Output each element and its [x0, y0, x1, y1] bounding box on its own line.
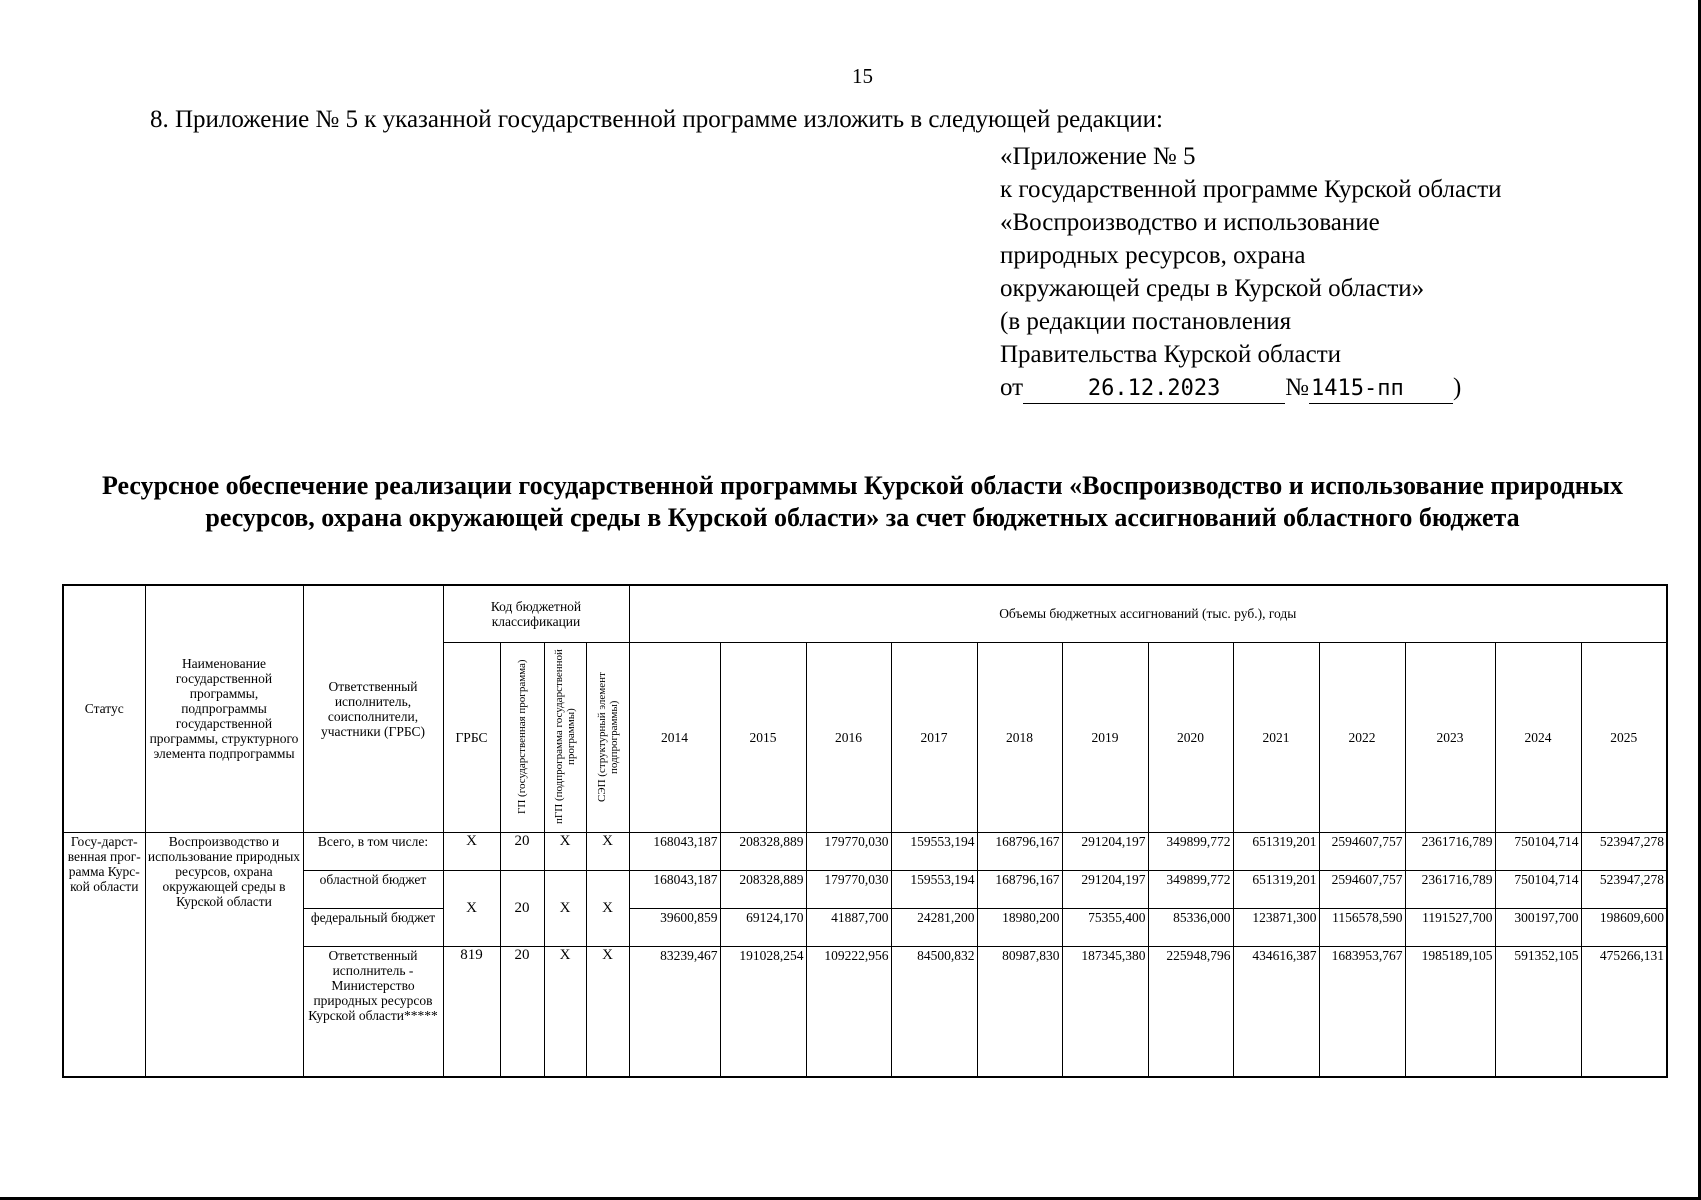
sep-cell: Х — [586, 947, 629, 1077]
value-cell: 208328,889 — [720, 832, 806, 870]
sep-cell: Х — [586, 871, 629, 947]
appendix-line: природных ресурсов, охрана — [1000, 242, 1306, 269]
value-cell: 300197,700 — [1495, 909, 1581, 947]
value-cell: 591352,105 — [1495, 947, 1581, 1077]
value-cell: 168043,187 — [629, 871, 720, 909]
header-volumes-group: Объемы бюджетных ассигнований (тыс. руб.), годы — [629, 585, 1667, 642]
gp-cell: 20 — [500, 832, 544, 870]
value-cell: 123871,300 — [1233, 909, 1319, 947]
value-cell: 208328,889 — [720, 871, 806, 909]
sep-cell: Х — [586, 832, 629, 870]
decree-number: 1415-пп — [1309, 375, 1453, 404]
table-row — [63, 871, 1667, 909]
header-sep-text: СЭП (структурный элемент подпрограммы) — [595, 672, 620, 803]
grbs-cell: Х — [443, 832, 500, 870]
value-cell: 2361716,789 — [1405, 832, 1495, 870]
header-year: 2015 — [720, 642, 806, 832]
value-cell: 1985189,105 — [1405, 947, 1495, 1077]
header-code-group: Код бюджетной классификации — [443, 585, 629, 642]
grbs-cell: Х — [443, 871, 500, 947]
header-gp — [500, 642, 544, 832]
status-cell: Госу-дарст-венная прог-рамма Курс-кой области — [63, 832, 145, 1077]
document-title: Ресурсное обеспечение реализации государственной программы Курской области «Воспроизводство и использование природных ресурсов, охрана окружающей среды в Курской области» за счет бюджетных ассигнований областного бюджета — [102, 471, 1623, 532]
header-year: 2018 — [977, 642, 1062, 832]
row-label: Ответственный исполнитель - Министерство природных ресурсов Курской области***** — [303, 947, 443, 1077]
header-year: 2023 — [1405, 642, 1495, 832]
table-row — [63, 909, 1667, 947]
value-cell: 179770,030 — [806, 832, 891, 870]
value-cell: 168796,167 — [977, 832, 1062, 870]
appendix-line: «Приложение № 5 — [1000, 143, 1196, 170]
value-cell: 83239,467 — [629, 947, 720, 1077]
value-cell: 523947,278 — [1581, 832, 1667, 870]
value-cell: 651319,201 — [1233, 832, 1319, 870]
from-label: от — [1000, 374, 1024, 401]
value-cell: 159553,194 — [891, 832, 977, 870]
header-grbs: ГРБС — [443, 642, 500, 832]
pgp-cell: Х — [544, 832, 586, 870]
value-cell: 1191527,700 — [1405, 909, 1495, 947]
header-status: Статус — [63, 585, 145, 832]
header-year: 2014 — [629, 642, 720, 832]
appendix-line: к государственной программе Курской области — [1000, 176, 1502, 203]
number-label: № — [1285, 374, 1309, 401]
pgp-cell: Х — [544, 871, 586, 947]
value-cell: 84500,832 — [891, 947, 977, 1077]
appendix-line: окружающей среды в Курской области» — [1000, 275, 1425, 302]
table-row — [63, 832, 1667, 870]
pgp-cell: Х — [544, 947, 586, 1077]
decree-date: 26.12.2023 — [1023, 375, 1285, 404]
header-year: 2020 — [1148, 642, 1233, 832]
value-cell: 85336,000 — [1148, 909, 1233, 947]
value-cell: 168796,167 — [977, 871, 1062, 909]
budget-table — [62, 584, 1668, 1078]
value-cell: 18980,200 — [977, 909, 1062, 947]
header-year: 2016 — [806, 642, 891, 832]
value-cell: 39600,859 — [629, 909, 720, 947]
value-cell: 434616,387 — [1233, 947, 1319, 1077]
closing-paren: ) — [1452, 374, 1462, 401]
gp-cell: 20 — [500, 871, 544, 947]
value-cell: 475266,131 — [1581, 947, 1667, 1077]
header-year: 2022 — [1319, 642, 1405, 832]
value-cell: 179770,030 — [806, 871, 891, 909]
value-cell: 349899,772 — [1148, 871, 1233, 909]
header-year: 2019 — [1062, 642, 1148, 832]
value-cell: 2361716,789 — [1405, 871, 1495, 909]
value-cell: 191028,254 — [720, 947, 806, 1077]
value-cell: 651319,201 — [1233, 871, 1319, 909]
appendix-line: «Воспроизводство и использование — [1000, 209, 1380, 236]
value-cell: 1683953,767 — [1319, 947, 1405, 1077]
header-pgp-text: пГП (подпрограмма государственной программы) — [553, 649, 577, 825]
instruction-text: 8. Приложение № 5 к указанной государственной программе изложить в следующей редакции: — [150, 106, 1163, 133]
header-pgp — [544, 642, 586, 832]
value-cell: 187345,380 — [1062, 947, 1148, 1077]
program-name-cell: Воспроизводство и использование природных ресурсов, охрана окружающей среды в Курской области — [145, 832, 303, 1077]
value-cell: 80987,830 — [977, 947, 1062, 1077]
header-executor: Ответственный исполнитель, соисполнители, участники (ГРБС) — [303, 585, 443, 832]
appendix-line: Правительства Курской области — [1000, 341, 1342, 368]
value-cell: 750104,714 — [1495, 832, 1581, 870]
value-cell: 75355,400 — [1062, 909, 1148, 947]
grbs-cell: 819 — [443, 947, 500, 1077]
value-cell: 291204,197 — [1062, 871, 1148, 909]
appendix-line: (в редакции постановления — [1000, 308, 1292, 335]
value-cell: 159553,194 — [891, 871, 977, 909]
header-name: Наименование государственной программы, подпрограммы государственной программы, структурного элемента подпрограммы — [145, 585, 303, 832]
header-year: 2017 — [891, 642, 977, 832]
header-gp-text: ГП (государственная программа) — [516, 660, 528, 815]
value-cell: 750104,714 — [1495, 871, 1581, 909]
value-cell: 1156578,590 — [1319, 909, 1405, 947]
value-cell: 2594607,757 — [1319, 832, 1405, 870]
gp-cell: 20 — [500, 947, 544, 1077]
value-cell: 24281,200 — [891, 909, 977, 947]
appendix-block — [1000, 140, 1502, 404]
value-cell: 109222,956 — [806, 947, 891, 1077]
value-cell: 69124,170 — [720, 909, 806, 947]
header-year: 2024 — [1495, 642, 1581, 832]
row-label: областной бюджет — [303, 871, 443, 909]
header-year: 2021 — [1233, 642, 1319, 832]
value-cell: 291204,197 — [1062, 832, 1148, 870]
page-number: 15 — [852, 64, 873, 88]
value-cell: 168043,187 — [629, 832, 720, 870]
value-cell: 2594607,757 — [1319, 871, 1405, 909]
value-cell: 523947,278 — [1581, 871, 1667, 909]
header-sep — [586, 642, 629, 832]
header-year: 2025 — [1581, 642, 1667, 832]
row-label: федеральный бюджет — [303, 909, 443, 947]
value-cell: 41887,700 — [806, 909, 891, 947]
value-cell: 349899,772 — [1148, 832, 1233, 870]
value-cell: 225948,796 — [1148, 947, 1233, 1077]
decree-reference — [1000, 371, 1502, 404]
value-cell: 198609,600 — [1581, 909, 1667, 947]
table-row — [63, 947, 1667, 1077]
row-label: Всего, в том числе: — [303, 832, 443, 870]
